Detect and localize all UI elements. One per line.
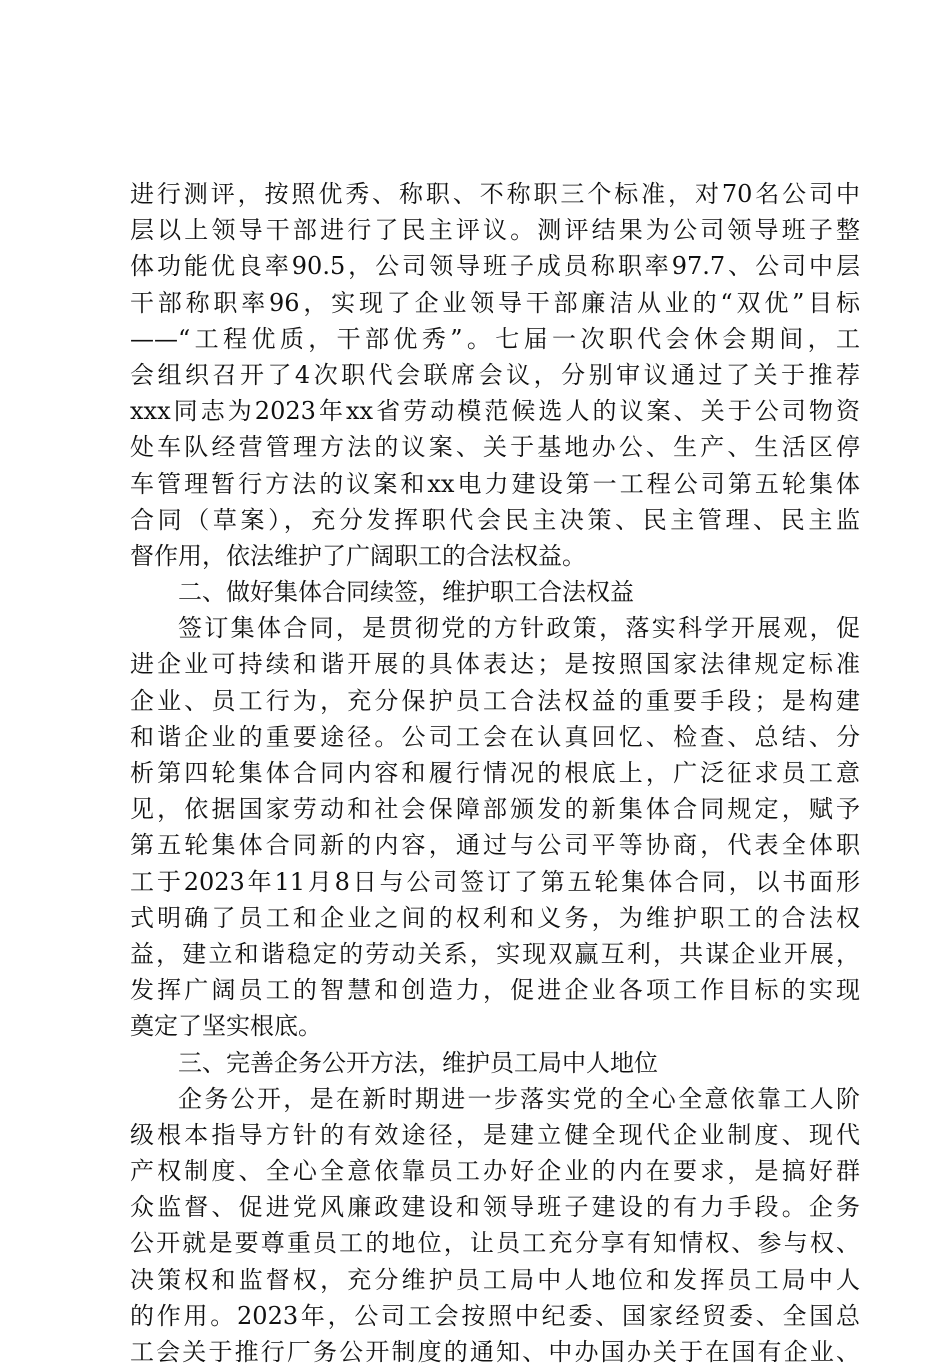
- text-line: 产权制度、全心全意依靠员工办好企业的内在要求，是搞好群: [130, 1157, 860, 1186]
- text-line: 公开就是要尊重员工的地位，让员工充分享有知情权、参与权、: [130, 1229, 860, 1258]
- text-line: 企业、员工行为，充分保护员工合法权益的重要手段；是构建: [130, 686, 860, 715]
- text-line: 发挥广阔员工的智慧和创造力，促进企业各项工作目标的实现: [130, 976, 860, 1005]
- text-line: 处车队经营管理方法的议案、关于基地办公、生产、生活区停: [130, 433, 860, 462]
- text-line: 式明确了员工和企业之间的权利和义务，为维护职工的合法权: [130, 903, 860, 932]
- text-line: 析第四轮集体合同内容和履行情况的根底上，广泛征求员工意: [130, 759, 860, 787]
- text-line: 见，依据国家劳动和社会保障部颁发的新集体合同规定，赋予: [130, 795, 860, 824]
- text-line: 干部称职率96，实现了企业领导干部廉洁从业的“双优”目标: [130, 288, 860, 317]
- text-line: 的作用。2023年，公司工会按照中纪委、国家经贸委、全国总: [130, 1301, 860, 1330]
- text-line: 进企业可持续和谐开展的具体表达；是按照国家法律规定标准: [130, 650, 860, 679]
- document-body: [130, 176, 860, 1370]
- text-line: ——“工程优质，干部优秀”。七届一次职代会休会期间，工: [130, 324, 860, 353]
- text-line: 签订集体合同，是贯彻党的方针政策，落实科学开展观，促: [178, 614, 860, 643]
- text-line: 合同（草案），充分发挥职代会民主决策、民主管理、民主监: [130, 505, 860, 534]
- text-line: 层以上领导干部进行了民主评议。测评结果为公司领导班子整: [130, 216, 860, 245]
- text-line: 决策权和监督权，充分维护员工局中人地位和发挥员工局中人: [130, 1265, 860, 1294]
- text-line: 体功能优良率90.5，公司领导班子成员称职率97.7、公司中层: [130, 252, 860, 281]
- text-line: 益，建立和谐稳定的劳动关系，实现双赢互利，共谋企业开展，: [130, 939, 860, 968]
- text-line: 奠定了坚实根底。: [130, 1012, 322, 1041]
- section-heading: 三、完善企务公开方法，维护员工局中人地位: [178, 1048, 658, 1077]
- text-line: 车管理暂行方法的议案和xx电力建设第一工程公司第五轮集体: [130, 469, 860, 498]
- section-heading: 二、做好集体合同续签，维护职工合法权益: [178, 578, 634, 607]
- text-line: 工于2023年11月8日与公司签订了第五轮集体合同，以书面形: [130, 867, 860, 896]
- text-line: 督作用，依法维护了广阔职工的合法权益。: [130, 541, 586, 570]
- text-line: 第五轮集体合同新的内容，通过与公司平等协商，代表全体职: [130, 831, 860, 860]
- text-line: xxx同志为2023年xx省劳动模范候选人的议案、关于公司物资: [130, 397, 860, 426]
- text-line: 企务公开，是在新时期进一步落实党的全心全意依靠工人阶: [178, 1084, 860, 1113]
- text-line: 和谐企业的重要途径。公司工会在认真回忆、检查、总结、分: [130, 722, 860, 751]
- text-line: 众监督、促进党风廉政建设和领导班子建设的有力手段。企务: [130, 1193, 860, 1222]
- text-line: 会组织召开了4次职代会联席会议，分别审议通过了关于推荐: [130, 360, 860, 389]
- text-line: 工会关于推行厂务公开制度的通知、中办国办关于在国有企业、: [130, 1338, 860, 1366]
- text-line: 进行测评，按照优秀、称职、不称职三个标准，对70名公司中: [130, 180, 860, 208]
- text-line: 级根本指导方针的有效途径，是建立健全现代企业制度、现代: [130, 1120, 860, 1149]
